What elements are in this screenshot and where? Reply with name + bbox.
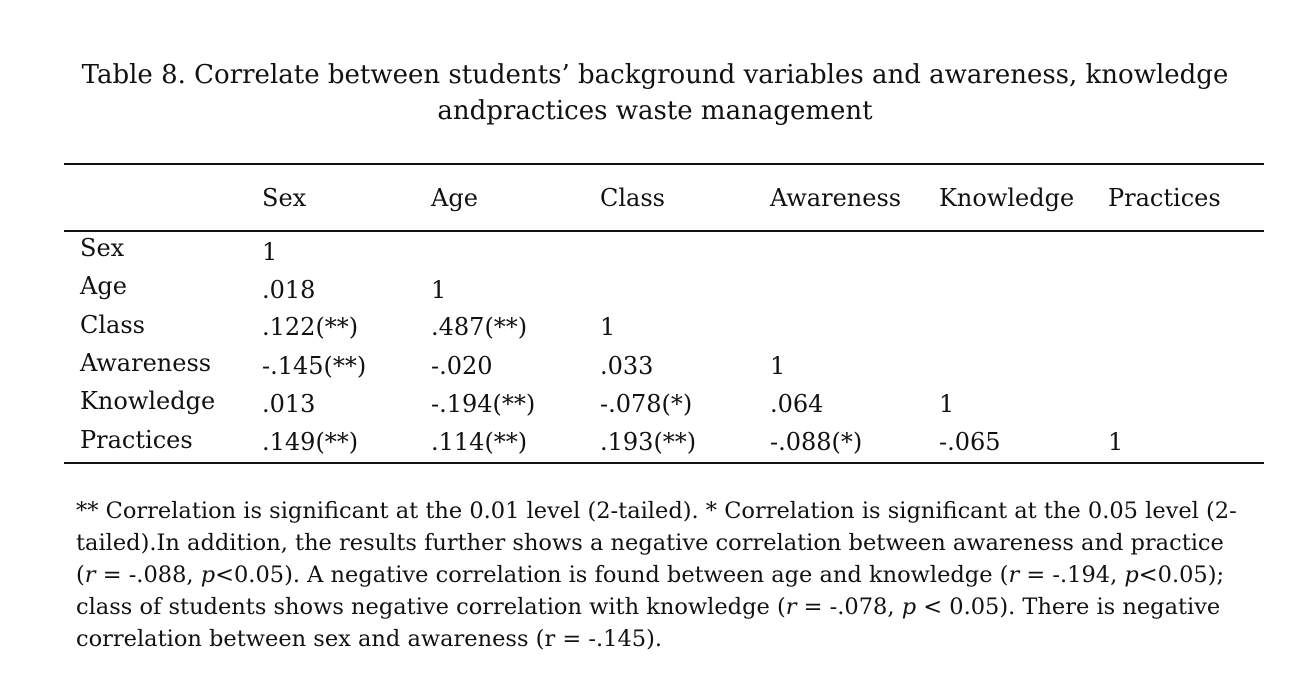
table-cell: -.065 <box>939 428 1001 456</box>
footnote-text: = -.088, <box>95 562 201 588</box>
footnote-italic-p: p <box>200 562 216 588</box>
table-cell: -.078(*) <box>600 390 693 418</box>
table-cell: 1 <box>262 238 278 266</box>
table-cell: .064 <box>770 390 824 418</box>
footnote-text: < 0.05). There is negative correlation between sex and awareness (r = -.145). <box>76 594 1221 652</box>
footnote-italic-p: p <box>1124 562 1139 588</box>
table-cell: 1 <box>1108 428 1124 456</box>
column-header-knowledge: Knowledge <box>939 184 1075 212</box>
table-cell: 1 <box>431 276 447 304</box>
footnote-italic-p: p <box>901 594 917 620</box>
footnote-italic-r: r <box>1008 562 1020 588</box>
row-label-knowledge: Knowledge <box>80 387 216 415</box>
table-cell: -.145(**) <box>262 352 367 380</box>
column-header-awareness: Awareness <box>770 184 902 212</box>
table-title-line-2: andpractices waste management <box>437 96 873 126</box>
footnote-text: ** Correlation is significant at the 0.01 level (2-tailed). * Correlation is significant at the 0.05 level (2-tailed).In addition, the results further shows a negative correlation between awareness and practice ( <box>76 498 1237 588</box>
footnote-text: = -.194, <box>1019 562 1125 588</box>
footnote-italic-r: r <box>785 594 797 620</box>
table-footnote <box>76 495 1246 655</box>
table-cell: .149(**) <box>262 428 359 456</box>
footnote-italic-r: r <box>84 562 96 588</box>
table-cell: -.194(**) <box>431 390 536 418</box>
table-cell: 1 <box>600 313 616 341</box>
table-cell: .193(**) <box>600 428 697 456</box>
table-title-line-1: Table 8. Correlate between students’ background variables and awareness, knowledge <box>81 60 1229 90</box>
footnote-text: <0.05); class of students shows negative correlation with knowledge ( <box>76 562 1225 620</box>
column-header-practices: Practices <box>1108 184 1221 212</box>
column-header-class: Class <box>600 184 665 212</box>
table-cell: 1 <box>939 390 955 418</box>
table-cell: .013 <box>262 390 316 418</box>
row-label-sex: Sex <box>80 234 125 262</box>
row-label-class: Class <box>80 311 145 339</box>
column-header-sex: Sex <box>262 184 307 212</box>
table-top-rule <box>64 163 1264 165</box>
row-label-practices: Practices <box>80 426 193 454</box>
table-cell: -.088(*) <box>770 428 863 456</box>
table-cell: .018 <box>262 276 316 304</box>
row-label-awareness: Awareness <box>80 349 212 377</box>
column-header-age: Age <box>431 184 478 212</box>
footnote-text: <0.05). A negative correlation is found between age and knowledge ( <box>215 562 1009 588</box>
table-cell: 1 <box>770 352 786 380</box>
table-bottom-rule <box>64 462 1264 464</box>
table-cell: .114(**) <box>431 428 528 456</box>
row-label-age: Age <box>80 272 127 300</box>
table-cell: .487(**) <box>431 313 528 341</box>
table-cell: .033 <box>600 352 654 380</box>
table-cell: -.020 <box>431 352 493 380</box>
footnote-text: = -.078, <box>796 594 902 620</box>
table-header-rule <box>64 230 1264 232</box>
table-cell: .122(**) <box>262 313 359 341</box>
